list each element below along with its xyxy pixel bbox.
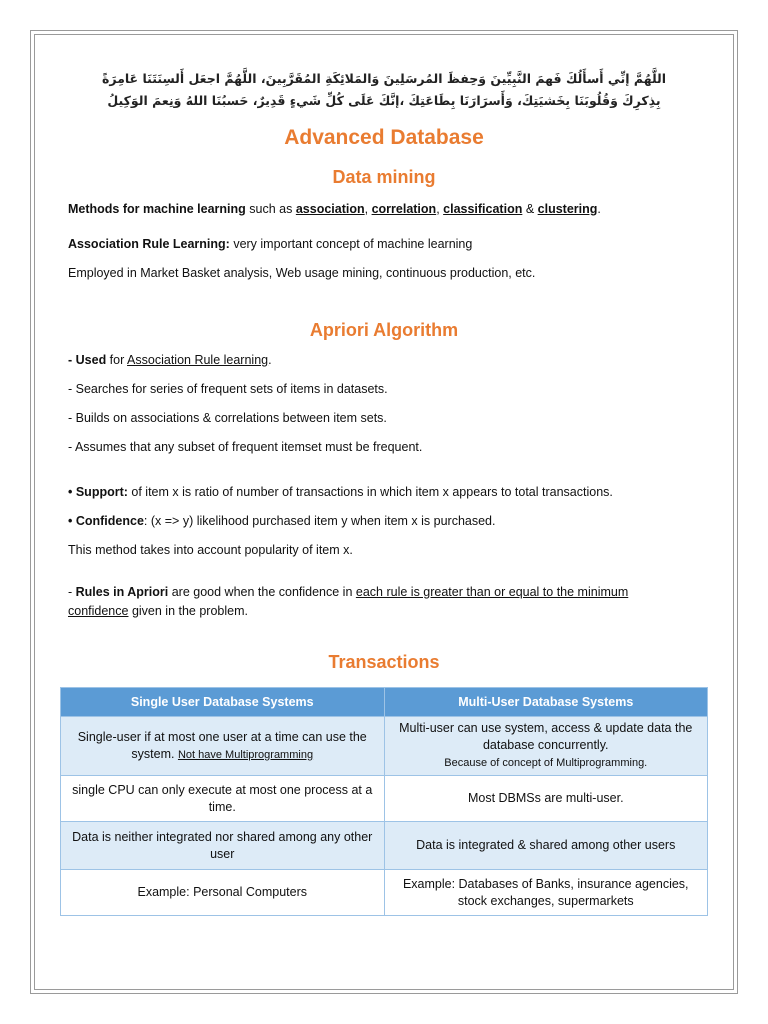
transactions-heading: Transactions bbox=[328, 652, 440, 672]
column-header-multi-user: Multi-User Database Systems bbox=[384, 688, 708, 717]
table-cell: Most DBMSs are multi-user. bbox=[384, 776, 708, 822]
rules-end: given in the problem. bbox=[128, 604, 248, 618]
method-correlation: correlation bbox=[371, 202, 437, 216]
table-row bbox=[61, 717, 708, 776]
separator: , bbox=[436, 202, 444, 216]
methods-text: such as bbox=[245, 202, 296, 216]
table-cell bbox=[61, 717, 385, 776]
method-association: association bbox=[295, 202, 365, 216]
data-mining-heading: Data mining bbox=[332, 167, 436, 187]
multiprogramming-note: Because of concept of Multiprogramming. bbox=[444, 757, 648, 769]
rules-paragraph bbox=[68, 583, 688, 621]
table-cell: Example: Personal Computers bbox=[61, 870, 385, 916]
confidence-paragraph bbox=[68, 512, 700, 531]
table-row bbox=[61, 870, 708, 916]
used-text: for bbox=[106, 353, 128, 367]
table-cell: single CPU can only execute at most one process at a time. bbox=[61, 776, 385, 822]
table-cell: Data is integrated & shared among other users bbox=[384, 822, 708, 870]
document-page bbox=[68, 62, 700, 916]
table-row bbox=[61, 776, 708, 822]
period: . bbox=[268, 353, 272, 367]
used-paragraph bbox=[68, 351, 700, 370]
apriori-bullet-2: - Builds on associations & correlations between item sets. bbox=[68, 411, 387, 425]
table-cell: Data is neither integrated nor shared among any other user bbox=[61, 822, 385, 870]
apriori-bullet-1: - Searches for series of frequent sets of items in datasets. bbox=[68, 382, 388, 396]
table-cell: Example: Databases of Banks, insurance agencies, stock exchanges, supermarkets bbox=[384, 870, 708, 916]
column-header-single-user: Single User Database Systems bbox=[61, 688, 385, 717]
rules-text: are good when the confidence in bbox=[168, 585, 356, 599]
arl-label: Association Rule Learning: bbox=[68, 237, 230, 251]
table-row bbox=[61, 822, 708, 870]
transactions-table bbox=[60, 687, 708, 916]
apriori-heading: Apriori Algorithm bbox=[309, 320, 459, 340]
dash: - bbox=[68, 585, 76, 599]
arl-text: very important concept of machine learning bbox=[229, 237, 473, 251]
method-clustering: clustering bbox=[537, 202, 598, 216]
apriori-bullet-3: - Assumes that any subset of frequent itemset must be frequent. bbox=[68, 440, 423, 454]
used-label: - Used bbox=[68, 353, 107, 367]
table-header-row bbox=[61, 688, 708, 717]
support-label: • Support: bbox=[68, 485, 128, 499]
methods-label: Methods for machine learning bbox=[68, 202, 246, 216]
method-classification: classification bbox=[443, 202, 523, 216]
cell-text: Single-user if at most one user at a time can use the system. bbox=[77, 729, 367, 761]
document-title: Advanced Database bbox=[284, 126, 484, 149]
separator: , bbox=[364, 202, 372, 216]
support-text: of item x is ratio of number of transactions in which item x appears to total transactions. bbox=[127, 485, 613, 499]
methods-paragraph bbox=[68, 200, 700, 219]
arl-paragraph bbox=[68, 235, 700, 254]
rules-underlined: each rule is greater than or equal to the minimum confidence bbox=[68, 585, 629, 618]
rules-label: Rules in Apriori bbox=[75, 585, 169, 599]
confidence-text: : (x => y) likelihood purchased item y when item x is purchased. bbox=[143, 514, 496, 528]
employed-paragraph: Employed in Market Basket analysis, Web usage mining, continuous production, etc. bbox=[68, 266, 536, 280]
association-rule-learning-link: Association Rule learning bbox=[127, 353, 269, 367]
header-dua: اللَّهُمَّ إنِّي أَسأَلُكَ فَهمَ النَّبِيِّينَ وَحِفظَ المُرسَلِينَ وَالمَلائِكَةِ المُقَرَّبِينَ، اللَّهُمَّ اجعَل أَلسِنَتَنَا عَامِرَةً بِذِكرِكَ وَقُلُوبَنَا بِخَشيَتِكَ، وَأَسرَارَنَا بِطَاعَتِكَ ،إنَّكَ عَلَى كُلِّ شَيءٍ قَدِيرٌ، حَسبُنَا اللهُ وَنِعمَ الوَكِيلُ bbox=[101, 71, 667, 108]
cell-text: Multi-user can use system, access & update data the database concurrently. bbox=[399, 721, 693, 752]
period: . bbox=[597, 202, 601, 216]
support-paragraph bbox=[68, 483, 700, 502]
confidence-label: • Confidence bbox=[68, 514, 144, 528]
table-cell bbox=[384, 717, 708, 776]
popularity-paragraph: This method takes into account popularity of item x. bbox=[68, 543, 353, 557]
separator: & bbox=[522, 202, 538, 216]
not-multiprogramming-note: Not have Multiprogramming bbox=[177, 748, 314, 761]
